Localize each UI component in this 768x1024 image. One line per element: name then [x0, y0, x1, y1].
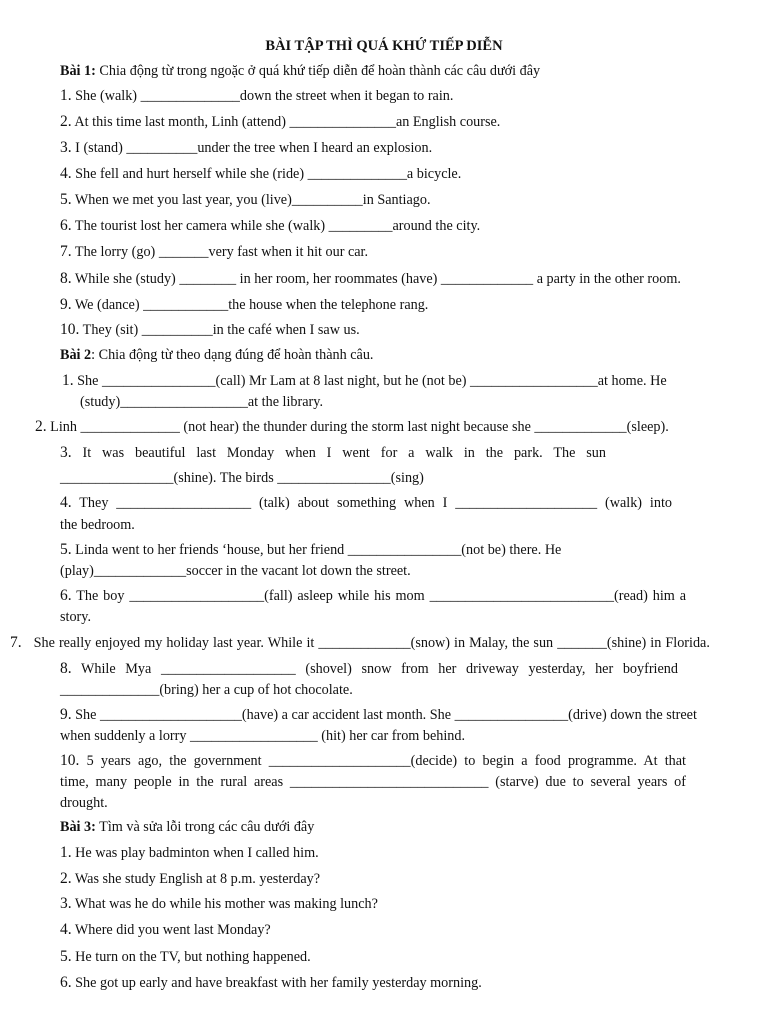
exercise-2-line: (study)__________________at the library. — [80, 394, 323, 410]
exercise-2-line: 6. The boy ___________________(fall) asleep while his mom __________________________(read) him a — [60, 587, 686, 604]
exercise-3-item: 2. Was she study English at 8 p.m. yesterday? — [60, 870, 321, 887]
exercise-2-instruction: : Chia động từ theo dạng đúng để hoàn thành câu. — [91, 347, 374, 363]
exercise-3-item: 3. What was he do while his mother was making lunch? — [60, 895, 378, 912]
exercise-1-heading — [60, 62, 540, 80]
exercise-2-line: ________________(shine). The birds ________________(sing) — [60, 470, 424, 486]
exercise-2-line: 5. Linda went to her friends ‘house, but her friend ________________(not be) there. He — [60, 541, 562, 558]
exercise-1-item: 6. The tourist lost her camera while she (walk) _________around the city. — [60, 217, 481, 234]
exercise-3-item: 5. He turn on the TV, but nothing happened. — [60, 948, 311, 965]
exercise-3-instruction: Tìm và sửa lỗi trong các câu dưới đây — [95, 819, 315, 835]
worksheet-title: BÀI TẬP THÌ QUÁ KHỨ TIẾP DIỄN — [265, 38, 503, 54]
exercise-1-item: 10. They (sit) __________in the café when I saw us. — [60, 321, 360, 338]
exercise-3-label: Bài 3: — [60, 819, 96, 835]
exercise-1-item: 7. The lorry (go) _______very fast when it hit our car. — [60, 243, 369, 260]
exercise-3-item: 6. She got up early and have breakfast with her family yesterday morning. — [60, 974, 482, 991]
exercise-2-line: (play)_____________soccer in the vacant lot down the street. — [60, 563, 411, 579]
exercise-2-line: 2. Linh ______________ (not hear) the thunder during the storm last night because she _____________(sleep). — [35, 418, 669, 435]
exercise-3-item: 1. He was play badminton when I called him. — [60, 844, 319, 861]
exercise-2-line: 9. She ____________________(have) a car accident last month. She ________________(drive) down the street — [60, 706, 697, 723]
exercise-1-instruction: Chia động từ trong ngoặc ở quá khứ tiếp diễn để hoàn thành các câu dưới đây — [95, 63, 541, 79]
exercise-3-heading — [60, 818, 314, 836]
exercise-2-line: 1. She ________________(call) Mr Lam at 8 last night, but he (not be) __________________at home. He — [62, 372, 667, 389]
exercise-2-line: 7. She really enjoyed my holiday last year. While it _____________(snow) in Malay, the sun _______(shine) in Florida. — [10, 634, 710, 651]
exercise-2-line: 10. 5 years ago, the government ____________________(decide) to begin a food programme. At that — [60, 752, 686, 769]
exercise-1-item: 9. We (dance) ____________the house when the telephone rang. — [60, 296, 429, 313]
exercise-1-item: 2. At this time last month, Linh (attend) _______________an English course. — [60, 113, 501, 130]
exercise-2-line: 8. While Mya ___________________ (shovel) snow from her driveway yesterday, her boyfriend — [60, 660, 678, 677]
exercise-2-line: 3. It was beautiful last Monday when I went for a walk in the park. The sun — [60, 444, 606, 461]
exercise-2-line: when suddenly a lorry __________________ (hit) her car from behind. — [60, 728, 466, 744]
exercise-2-line: the bedroom. — [60, 517, 135, 533]
exercise-2-line: story. — [60, 609, 91, 625]
exercise-2-line: ______________(bring) her a cup of hot chocolate. — [60, 682, 353, 698]
exercise-2-line: 4. They ___________________ (talk) about something when I ____________________ (walk) into — [60, 494, 672, 511]
exercise-1-item: 8. While she (study) ________ in her room, her roommates (have) _____________ a party in the other room. — [60, 270, 681, 287]
exercise-2-line: time, many people in the rural areas ____________________________ (starve) due to several years of — [60, 774, 686, 790]
exercise-1-item: 5. When we met you last year, you (live)__________in Santiago. — [60, 191, 431, 208]
exercise-1-label: Bài 1: — [60, 63, 96, 79]
exercise-2-line: drought. — [60, 795, 108, 811]
exercise-2-label: Bài 2 — [60, 347, 92, 363]
exercise-1-item: 1. She (walk) ______________down the street when it began to rain. — [60, 87, 454, 104]
exercise-1-item: 3. I (stand) __________under the tree when I heard an explosion. — [60, 139, 433, 156]
exercise-1-item: 4. She fell and hurt herself while she (ride) ______________a bicycle. — [60, 165, 462, 182]
exercise-2-heading — [60, 346, 373, 364]
exercise-3-item: 4. Where did you went last Monday? — [60, 921, 271, 938]
